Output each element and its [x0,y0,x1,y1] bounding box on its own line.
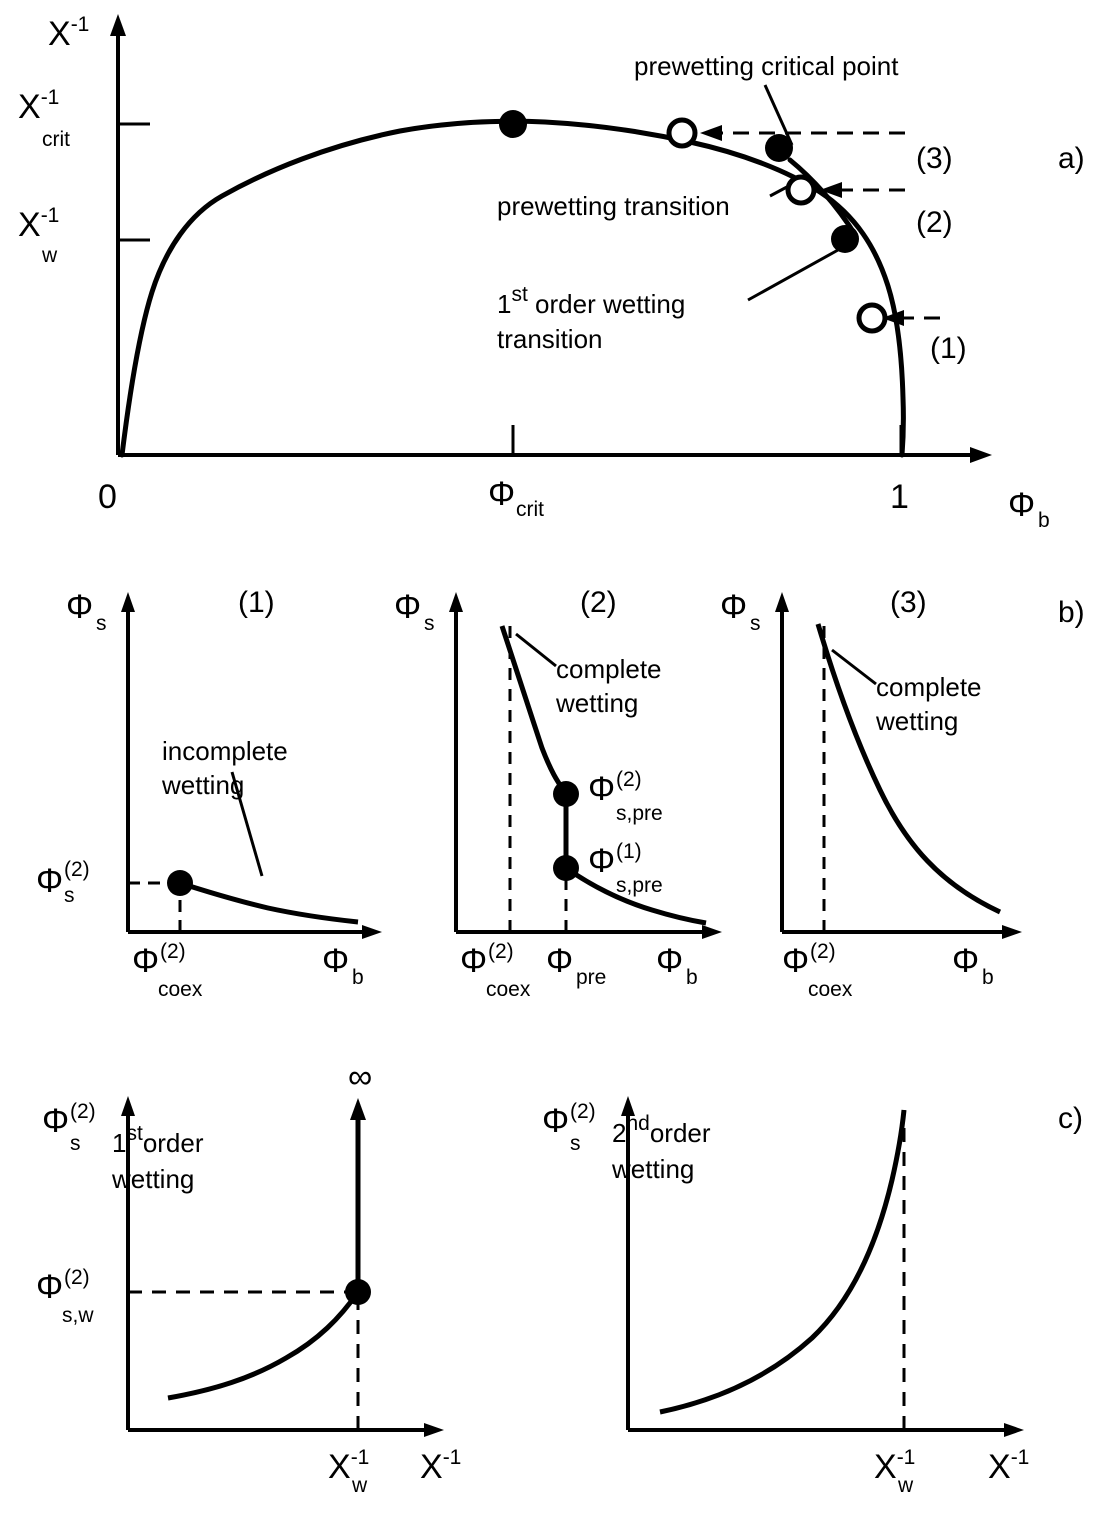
panel-c1-y-axis-sup: (2) [70,1100,96,1123]
panel-a-xtick-label-zero: 0 [98,478,117,516]
panel-b2-lower-point-sub: s,pre [616,874,663,897]
panel-a-annotation-first-order-wetting: 1st order wetting [497,283,686,319]
panel-b3-xtick-label: Φ [782,942,810,980]
panel-c1-ytick-label: Φ [36,1268,64,1306]
panel-b2-x-axis-label: Φ [656,942,684,980]
panel-b2-lower-point-label: Φ [588,842,616,880]
panel-b2-leader [516,634,556,666]
panel-a-xtick-label-crit: Φ [488,475,516,513]
panel-c-subplot-2 [542,1096,1083,1497]
panel-a [18,13,1085,532]
panel-a-marker-state-1 [859,305,885,331]
panel-b3-leader [832,650,876,684]
panel-b3-x-arrow [1002,925,1022,939]
panel-a-annotation-prewetting-transition: prewetting transition [497,191,730,221]
panel-b1-ytick-sup: (2) [64,858,90,881]
panel-b1-x-arrow [362,925,382,939]
panel-b2-y-arrow [449,592,463,612]
panel-b2-y-axis-label: Φ [394,588,422,626]
panel-letter-c: c) [1058,1102,1083,1135]
panel-b3-annotation-line2: wetting [876,706,959,736]
panel-b2-upper-point-sup: (2) [616,768,642,791]
panel-b1-y-axis-label: Φ [66,588,94,626]
panel-b2-y-axis-sub: s [424,612,435,635]
panel-b3-number: (3) [890,586,927,619]
panel-b-subplot-2 [394,586,722,1001]
panel-c1-annotation-line2: wetting [112,1164,195,1194]
panel-c-subplot-1 [36,1058,461,1497]
panel-a-xtick-label-one: 1 [890,478,909,516]
panel-b1-y-axis-sub: s [96,612,107,635]
panel-c2-annotation-line1: 2ndorder [612,1112,711,1148]
panel-b2-number: (2) [580,586,617,619]
panel-b1-ytick-sub: s [64,884,75,907]
panel-a-marker-prewetting-critical-point [765,134,793,162]
panel-a-callout-1-arrow [882,310,940,326]
panel-c1-curve [168,1292,358,1398]
panel-b1-xtick-label: Φ [132,942,160,980]
panel-c2-xtick-label: $X^{-1}$ [874,1446,916,1486]
panel-a-callout-label-1: (1) [930,332,967,365]
panel-b-subplot-3 [720,586,1085,1001]
panel-b1-ytick-label: Φ [36,862,64,900]
panel-a-marker-state-2 [788,177,814,203]
panel-b1-xtick-sub: coex [158,978,203,1001]
panel-b1-x-axis-sub: b [352,966,364,989]
panel-b2-x-axis-sub: b [686,966,698,989]
panel-a-callout-label-3: (3) [916,142,953,175]
panel-b3-x-axis-label: Φ [952,942,980,980]
panel-c2-x-arrow [1004,1423,1024,1437]
panel-b3-xtick-sup: (2) [810,940,836,963]
panel-b2-marker-lower [553,855,579,881]
panel-c1-y-arrow [121,1096,135,1116]
panel-b3-x-axis-sub: b [982,966,994,989]
panel-c2-xtick-sub: w [898,1474,914,1497]
panel-a-x-axis-label: Φ [1008,486,1036,524]
panel-a-marker-first-order-wetting [831,225,859,253]
panel-b3-y-axis-sub: s [750,612,761,635]
panel-a-callout-label-2: (2) [916,206,953,239]
panel-b1-x-axis-label: Φ [322,942,350,980]
panel-c1-x-arrow [424,1423,444,1437]
panel-c1-infinity-symbol: ∞ [348,1058,373,1096]
panel-a-callout-2-arrow [820,182,905,198]
panel-a-ytick-label-w: $X^{-1}$ [18,204,60,244]
panel-a-marker-bulk-critical-point [499,110,527,138]
panel-c1-y-axis-sub: s [70,1132,81,1155]
panel-b1-y-arrow [121,592,135,612]
panel-c1-xtick-sub: w [352,1474,368,1497]
panel-a-ytick-sub-w: w [42,244,58,267]
panel-a-xtick-sub-crit: crit [516,498,544,521]
panel-c1-jump-arrow [350,1098,366,1120]
panel-c1-y-axis-label: Φ [42,1102,70,1140]
panel-c1-xtick-label: $X^{-1}$ [328,1446,370,1486]
panel-b1-xtick-sup: (2) [160,940,186,963]
panel-c1-x-axis-label: $X^{-1}$ [420,1446,462,1486]
panel-c1-ytick-sub: s,w [62,1304,94,1327]
panel-b2-xtick1-sup: (2) [488,940,514,963]
panel-c2-x-axis-label: $X^{-1}$ [988,1446,1030,1486]
panel-b2-lower-point-sup: (1) [616,840,642,863]
panel-a-y-axis-label: $X^{-1}$ [48,13,90,53]
panel-b3-xtick-sub: coex [808,978,853,1001]
panel-c2-annotation-line2: wetting [612,1154,695,1184]
panel-c2-y-axis-sub: s [570,1132,581,1155]
panel-c2-y-axis-sup: (2) [570,1100,596,1123]
panel-b1-annotation-line2: wetting [162,770,245,800]
panel-b3-curve [818,624,1000,912]
panel-b2-xtick1-sub: coex [486,978,531,1001]
panel-letter-a: a) [1058,142,1085,175]
panel-b2-marker-upper [553,781,579,807]
panel-b2-annotation-line1: complete [556,654,662,684]
panel-a-annotation-prewetting-critical-point: prewetting critical point [634,51,899,81]
panel-a-annotation-transition-line2: transition [497,324,603,354]
panel-b-subplot-1 [36,586,382,1001]
panel-b2-xtick1-label: Φ [460,942,488,980]
panel-a-leader-first-order [748,250,838,300]
panel-c2-curve [660,1110,904,1412]
panel-b3-annotation-line1: complete [876,672,982,702]
panel-b1-curve [180,883,358,922]
panel-b1-number: (1) [238,586,275,619]
panel-a-x-arrow [970,447,992,463]
panel-b2-annotation-line2: wetting [556,688,639,718]
panel-c1-annotation-line1: 1storder [112,1122,204,1158]
panel-b2-xtick2-sub: pre [576,966,607,989]
panel-a-x-axis-sub: b [1038,509,1050,532]
panel-a-ytick-sub-crit: crit [42,128,70,151]
panel-a-callout-3-arrow [700,125,905,141]
panel-b3-y-axis-label: Φ [720,588,748,626]
panel-a-marker-state-3 [669,120,695,146]
panel-b2-upper-point-label: Φ [588,770,616,808]
panel-c2-y-axis-label: Φ [542,1102,570,1140]
panel-a-ytick-label-crit: $X^{-1}$ [18,86,60,126]
panel-b2-x-arrow [702,925,722,939]
panel-b2-xtick2-label: Φ [546,942,574,980]
panel-letter-b: b) [1058,596,1085,629]
panel-a-y-arrow [110,14,126,36]
panel-b2-upper-point-sub: s,pre [616,802,663,825]
panel-b3-y-arrow [775,592,789,612]
panel-b1-annotation-line1: incomplete [162,736,288,766]
panel-c1-ytick-sup: (2) [64,1266,90,1289]
